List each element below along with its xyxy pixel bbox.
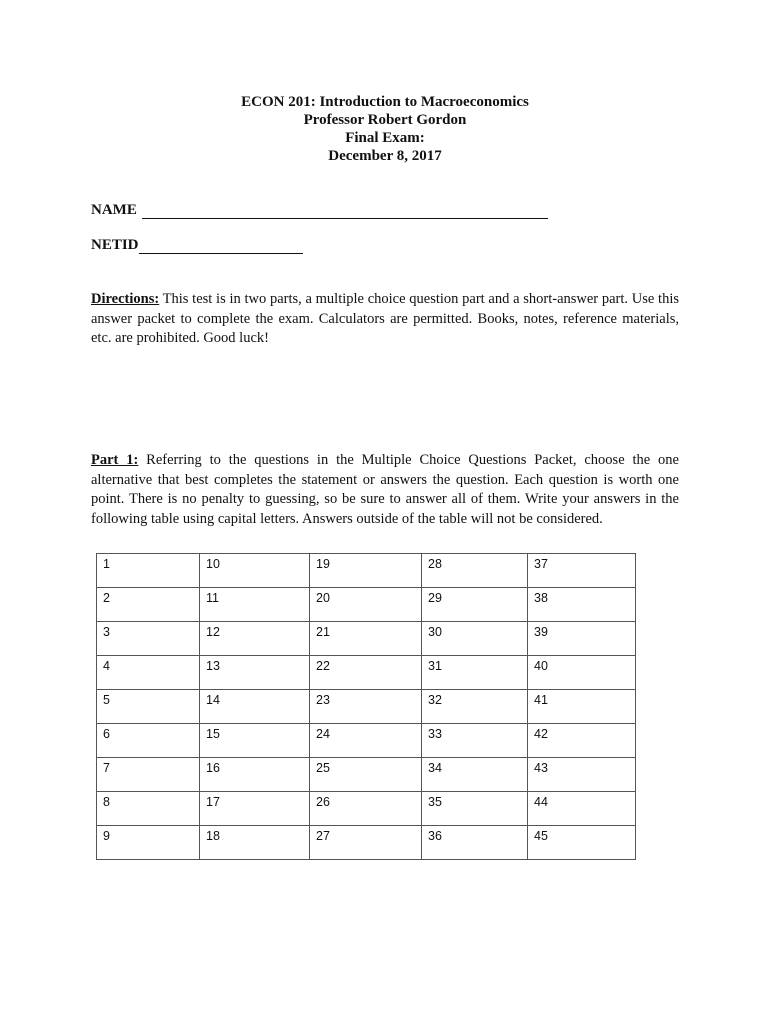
table-row: [97, 792, 636, 826]
answer-cell[interactable]: 24: [310, 724, 422, 758]
exam-title: Final Exam:: [345, 130, 425, 146]
directions-paragraph: [91, 290, 679, 349]
answer-cell[interactable]: 28: [422, 554, 528, 588]
answer-cell[interactable]: 13: [200, 656, 310, 690]
table-row: [97, 588, 636, 622]
answer-cell[interactable]: 20: [310, 588, 422, 622]
answer-cell[interactable]: 44: [528, 792, 636, 826]
exam-header: [0, 93, 770, 165]
answer-cell[interactable]: 38: [528, 588, 636, 622]
answer-cell[interactable]: 40: [528, 656, 636, 690]
answer-cell[interactable]: 39: [528, 622, 636, 656]
netid-field[interactable]: [91, 236, 303, 254]
answer-cell[interactable]: 11: [200, 588, 310, 622]
answer-table: [96, 553, 636, 860]
answer-cell[interactable]: 42: [528, 724, 636, 758]
directions-lead: Directions:: [91, 291, 160, 307]
exam-date: December 8, 2017: [328, 148, 442, 164]
answer-cell[interactable]: 19: [310, 554, 422, 588]
course-title: ECON 201: Introduction to Macroeconomics: [241, 94, 529, 110]
answer-cell[interactable]: 10: [200, 554, 310, 588]
answer-cell[interactable]: 23: [310, 690, 422, 724]
table-row: [97, 758, 636, 792]
answer-cell[interactable]: 36: [422, 826, 528, 860]
answer-cell[interactable]: 4: [97, 656, 200, 690]
answer-cell[interactable]: 29: [422, 588, 528, 622]
answer-cell[interactable]: 41: [528, 690, 636, 724]
answer-cell[interactable]: 6: [97, 724, 200, 758]
answer-cell[interactable]: 22: [310, 656, 422, 690]
answer-cell[interactable]: 37: [528, 554, 636, 588]
answer-cell[interactable]: 18: [200, 826, 310, 860]
answer-cell[interactable]: 9: [97, 826, 200, 860]
part1-text: Referring to the questions in the Multiple Choice Questions Packet, choose the one alternative that best completes the statement or answers the question. Each question is worth one point. There is no penalty to guessing, so be sure to answer all of them. Write your answers in the following table using capital letters. Answers outside of the table will not be considered.: [91, 452, 679, 527]
answer-cell[interactable]: 43: [528, 758, 636, 792]
table-row: [97, 656, 636, 690]
answer-cell[interactable]: 21: [310, 622, 422, 656]
netid-blank-line[interactable]: [139, 239, 303, 254]
answer-cell[interactable]: 35: [422, 792, 528, 826]
directions-text: This test is in two parts, a multiple choice question part and a short-answer part. Use this answer packet to complete the exam. Calculators are permitted. Books, notes, reference materials, etc. are prohibited. Good luck!: [91, 291, 679, 346]
answer-cell[interactable]: 12: [200, 622, 310, 656]
name-blank-line[interactable]: [142, 204, 548, 219]
answer-cell[interactable]: 7: [97, 758, 200, 792]
professor-name: Professor Robert Gordon: [303, 112, 467, 128]
answer-cell[interactable]: 45: [528, 826, 636, 860]
name-label: NAME: [91, 202, 137, 218]
table-row: [97, 690, 636, 724]
answer-cell[interactable]: 17: [200, 792, 310, 826]
answer-cell[interactable]: 16: [200, 758, 310, 792]
answer-table-body: [97, 554, 636, 860]
answer-cell[interactable]: 8: [97, 792, 200, 826]
answer-cell[interactable]: 30: [422, 622, 528, 656]
answer-cell[interactable]: 27: [310, 826, 422, 860]
answer-cell[interactable]: 15: [200, 724, 310, 758]
answer-cell[interactable]: 31: [422, 656, 528, 690]
answer-cell[interactable]: 5: [97, 690, 200, 724]
name-field[interactable]: [91, 201, 548, 219]
netid-label: NETID: [91, 237, 139, 253]
table-row: [97, 622, 636, 656]
answer-cell[interactable]: 1: [97, 554, 200, 588]
table-row: [97, 826, 636, 860]
answer-cell[interactable]: 25: [310, 758, 422, 792]
answer-cell[interactable]: 34: [422, 758, 528, 792]
answer-cell[interactable]: 2: [97, 588, 200, 622]
part1-lead: Part 1:: [91, 452, 139, 468]
part1-paragraph: [91, 451, 679, 529]
answer-cell[interactable]: 3: [97, 622, 200, 656]
answer-cell[interactable]: 26: [310, 792, 422, 826]
table-row: [97, 554, 636, 588]
answer-cell[interactable]: 14: [200, 690, 310, 724]
answer-cell[interactable]: 33: [422, 724, 528, 758]
table-row: [97, 724, 636, 758]
answer-cell[interactable]: 32: [422, 690, 528, 724]
